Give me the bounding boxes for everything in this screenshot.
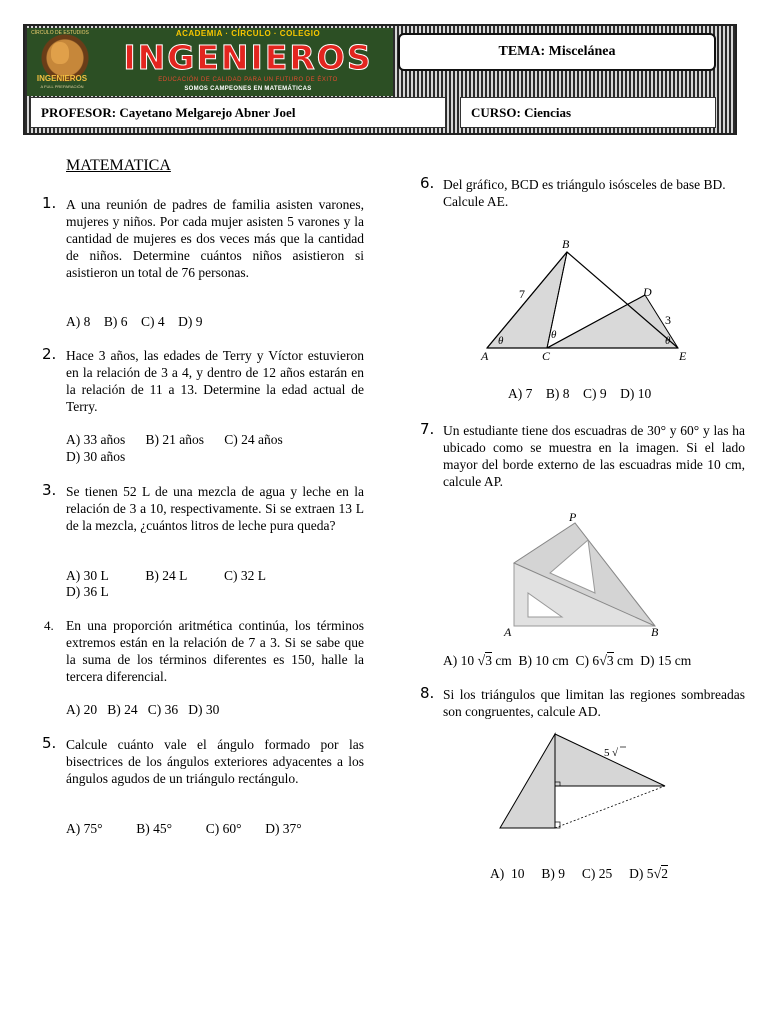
sqrt-icon: √ bbox=[653, 867, 662, 882]
question-text: Hace 3 años, las edades de Terry y Víctor estuvieron en la relación de 3 a 4, y dentro de 12 años estarán en la relación de 11 a 13. Determine la edad actual de Terry. bbox=[66, 348, 364, 414]
label-p: P bbox=[569, 510, 577, 524]
label-b: B bbox=[651, 625, 659, 639]
teacher-box: PROFESOR: Cayetano Melgarejo Abner Joel bbox=[30, 97, 446, 128]
answer-options bbox=[490, 865, 668, 883]
question-number: 5. bbox=[42, 734, 57, 752]
question-number: 6. bbox=[420, 174, 435, 192]
brand-sub-slogan: SOMOS CAMPEONES EN MATEMÁTICAS bbox=[184, 86, 312, 92]
radicand: 3 bbox=[485, 653, 492, 668]
figure-congruent-triangles bbox=[490, 728, 680, 838]
question-number: 2. bbox=[42, 345, 57, 363]
topic-box: TEMA: Miscelánea bbox=[398, 33, 716, 71]
figure-triangles-bcd bbox=[470, 230, 700, 365]
question-number: 1. bbox=[42, 194, 57, 212]
angle-theta-e: θ bbox=[665, 335, 671, 347]
dashed-segment bbox=[555, 786, 665, 828]
label-d: D bbox=[643, 285, 652, 299]
crest-sub-text: A FULL PREPARACIÓN bbox=[40, 84, 84, 89]
lion-mascot-icon bbox=[51, 42, 69, 64]
crest-top-text: CÍRCULO DE ESTUDIOS bbox=[31, 30, 89, 36]
label-side-3: 3 bbox=[665, 313, 671, 327]
angle-theta-c: θ bbox=[551, 329, 557, 341]
question-text: Se tienen 52 L de una mezcla de agua y leche en la relación de 3 a 10, respectivamente. Si se extraen 13 L de la mezcla, ¿cuántos litros de leche pura queda? bbox=[66, 484, 364, 533]
radicand: 2 bbox=[661, 866, 668, 881]
right-angle-mark bbox=[555, 822, 560, 828]
answer-options: D) 30 años bbox=[66, 449, 126, 464]
options-middle: cm B) 10 cm C) 6 bbox=[491, 653, 600, 668]
label-b: B bbox=[562, 237, 570, 251]
question-text: A una reunión de padres de familia asisten varones, mujeres y niños. Por cada mujer asisten 5 varones y la cantidad de mujeres es dos veces más que la cantidad de niños. Determine cuántos niños asistieron si asistieron un total de 76 personas. bbox=[66, 197, 364, 280]
answer-options: A) 20 B) 24 C) 36 D) 30 bbox=[66, 702, 220, 717]
answer-options bbox=[443, 652, 691, 670]
answer-options: A) 75° B) 45° C) 60° D) 37° bbox=[66, 821, 302, 836]
question-text: Calcule cuánto vale el ángulo formado por las bisectrices de los ángulos exteriores adyacentes a los ángulos agudos de un triángulo rectángulo. bbox=[66, 737, 364, 786]
question-number: 7. bbox=[420, 420, 435, 438]
shaded-triangle-left bbox=[500, 734, 555, 828]
radicand: 3 bbox=[606, 653, 614, 668]
institution-logo bbox=[27, 28, 393, 96]
angle-theta-a: θ bbox=[498, 335, 504, 347]
crest-name-text: INGENIEROS bbox=[36, 74, 88, 83]
question-text: Si los triángulos que limitan las regiones sombreadas son congruentes, calcule AD. bbox=[443, 687, 745, 719]
label-side-5: 5 bbox=[604, 747, 610, 759]
shaded-triangle-cde bbox=[547, 295, 678, 348]
sqrt-icon: √ bbox=[599, 654, 607, 669]
course-box: CURSO: Ciencias bbox=[460, 97, 716, 128]
label-a: A bbox=[481, 349, 489, 363]
answer-options: A) 8 B) 6 C) 4 D) 9 bbox=[66, 314, 203, 329]
label-e: E bbox=[679, 349, 687, 363]
question-number: 8. bbox=[420, 684, 435, 702]
answer-options: A) 7 B) 8 C) 9 D) 10 bbox=[508, 386, 652, 401]
brand-slogan: EDUCACIÓN DE CALIDAD PARA UN FUTURO DE ÉXITO bbox=[158, 77, 338, 83]
answer-options: A) 30 L B) 24 L C) 32 L bbox=[66, 568, 266, 583]
shaded-triangle-right bbox=[555, 734, 665, 786]
label-a: A bbox=[504, 625, 512, 639]
question-number: 3. bbox=[42, 481, 57, 499]
question-text: En una proporción aritmética continúa, los términos extremos están en la relación de 7 a 3. Si se sabe que la suma de los términos diferentes es 150, halle la tercera diferencial. bbox=[66, 618, 364, 684]
question-number: 4. bbox=[44, 618, 54, 633]
figure-set-squares bbox=[500, 505, 680, 640]
options-end: cm D) 15 cm bbox=[613, 653, 692, 668]
label-c: C bbox=[542, 349, 551, 363]
option-a-text: A) 10 bbox=[443, 653, 478, 668]
options-text: A) 10 B) 9 C) 25 D) 5 bbox=[490, 866, 654, 881]
sqrt-icon: √ bbox=[612, 747, 619, 759]
brand-name: INGENIEROS bbox=[123, 38, 373, 77]
question-text: Un estudiante tiene dos escuadras de 30° y 60° y las ha ubicado como se muestra en la imagen. Si el lado mayor del borde externo de las escuadras mide 10 cm, calcule AP. bbox=[443, 423, 745, 489]
sqrt-icon: √ bbox=[477, 654, 486, 669]
answer-options: D) 36 L bbox=[66, 584, 109, 599]
question-text: Del gráfico, BCD es triángulo isósceles de base BD. Calcule AE. bbox=[443, 177, 726, 209]
label-side-7: 7 bbox=[519, 287, 525, 301]
subject-title: MATEMATICA bbox=[66, 157, 171, 174]
answer-options: A) 33 años B) 21 años C) 24 años bbox=[66, 432, 283, 447]
brand-top-line: ACADEMIA · CÍRCULO · COLEGIO bbox=[175, 29, 321, 38]
